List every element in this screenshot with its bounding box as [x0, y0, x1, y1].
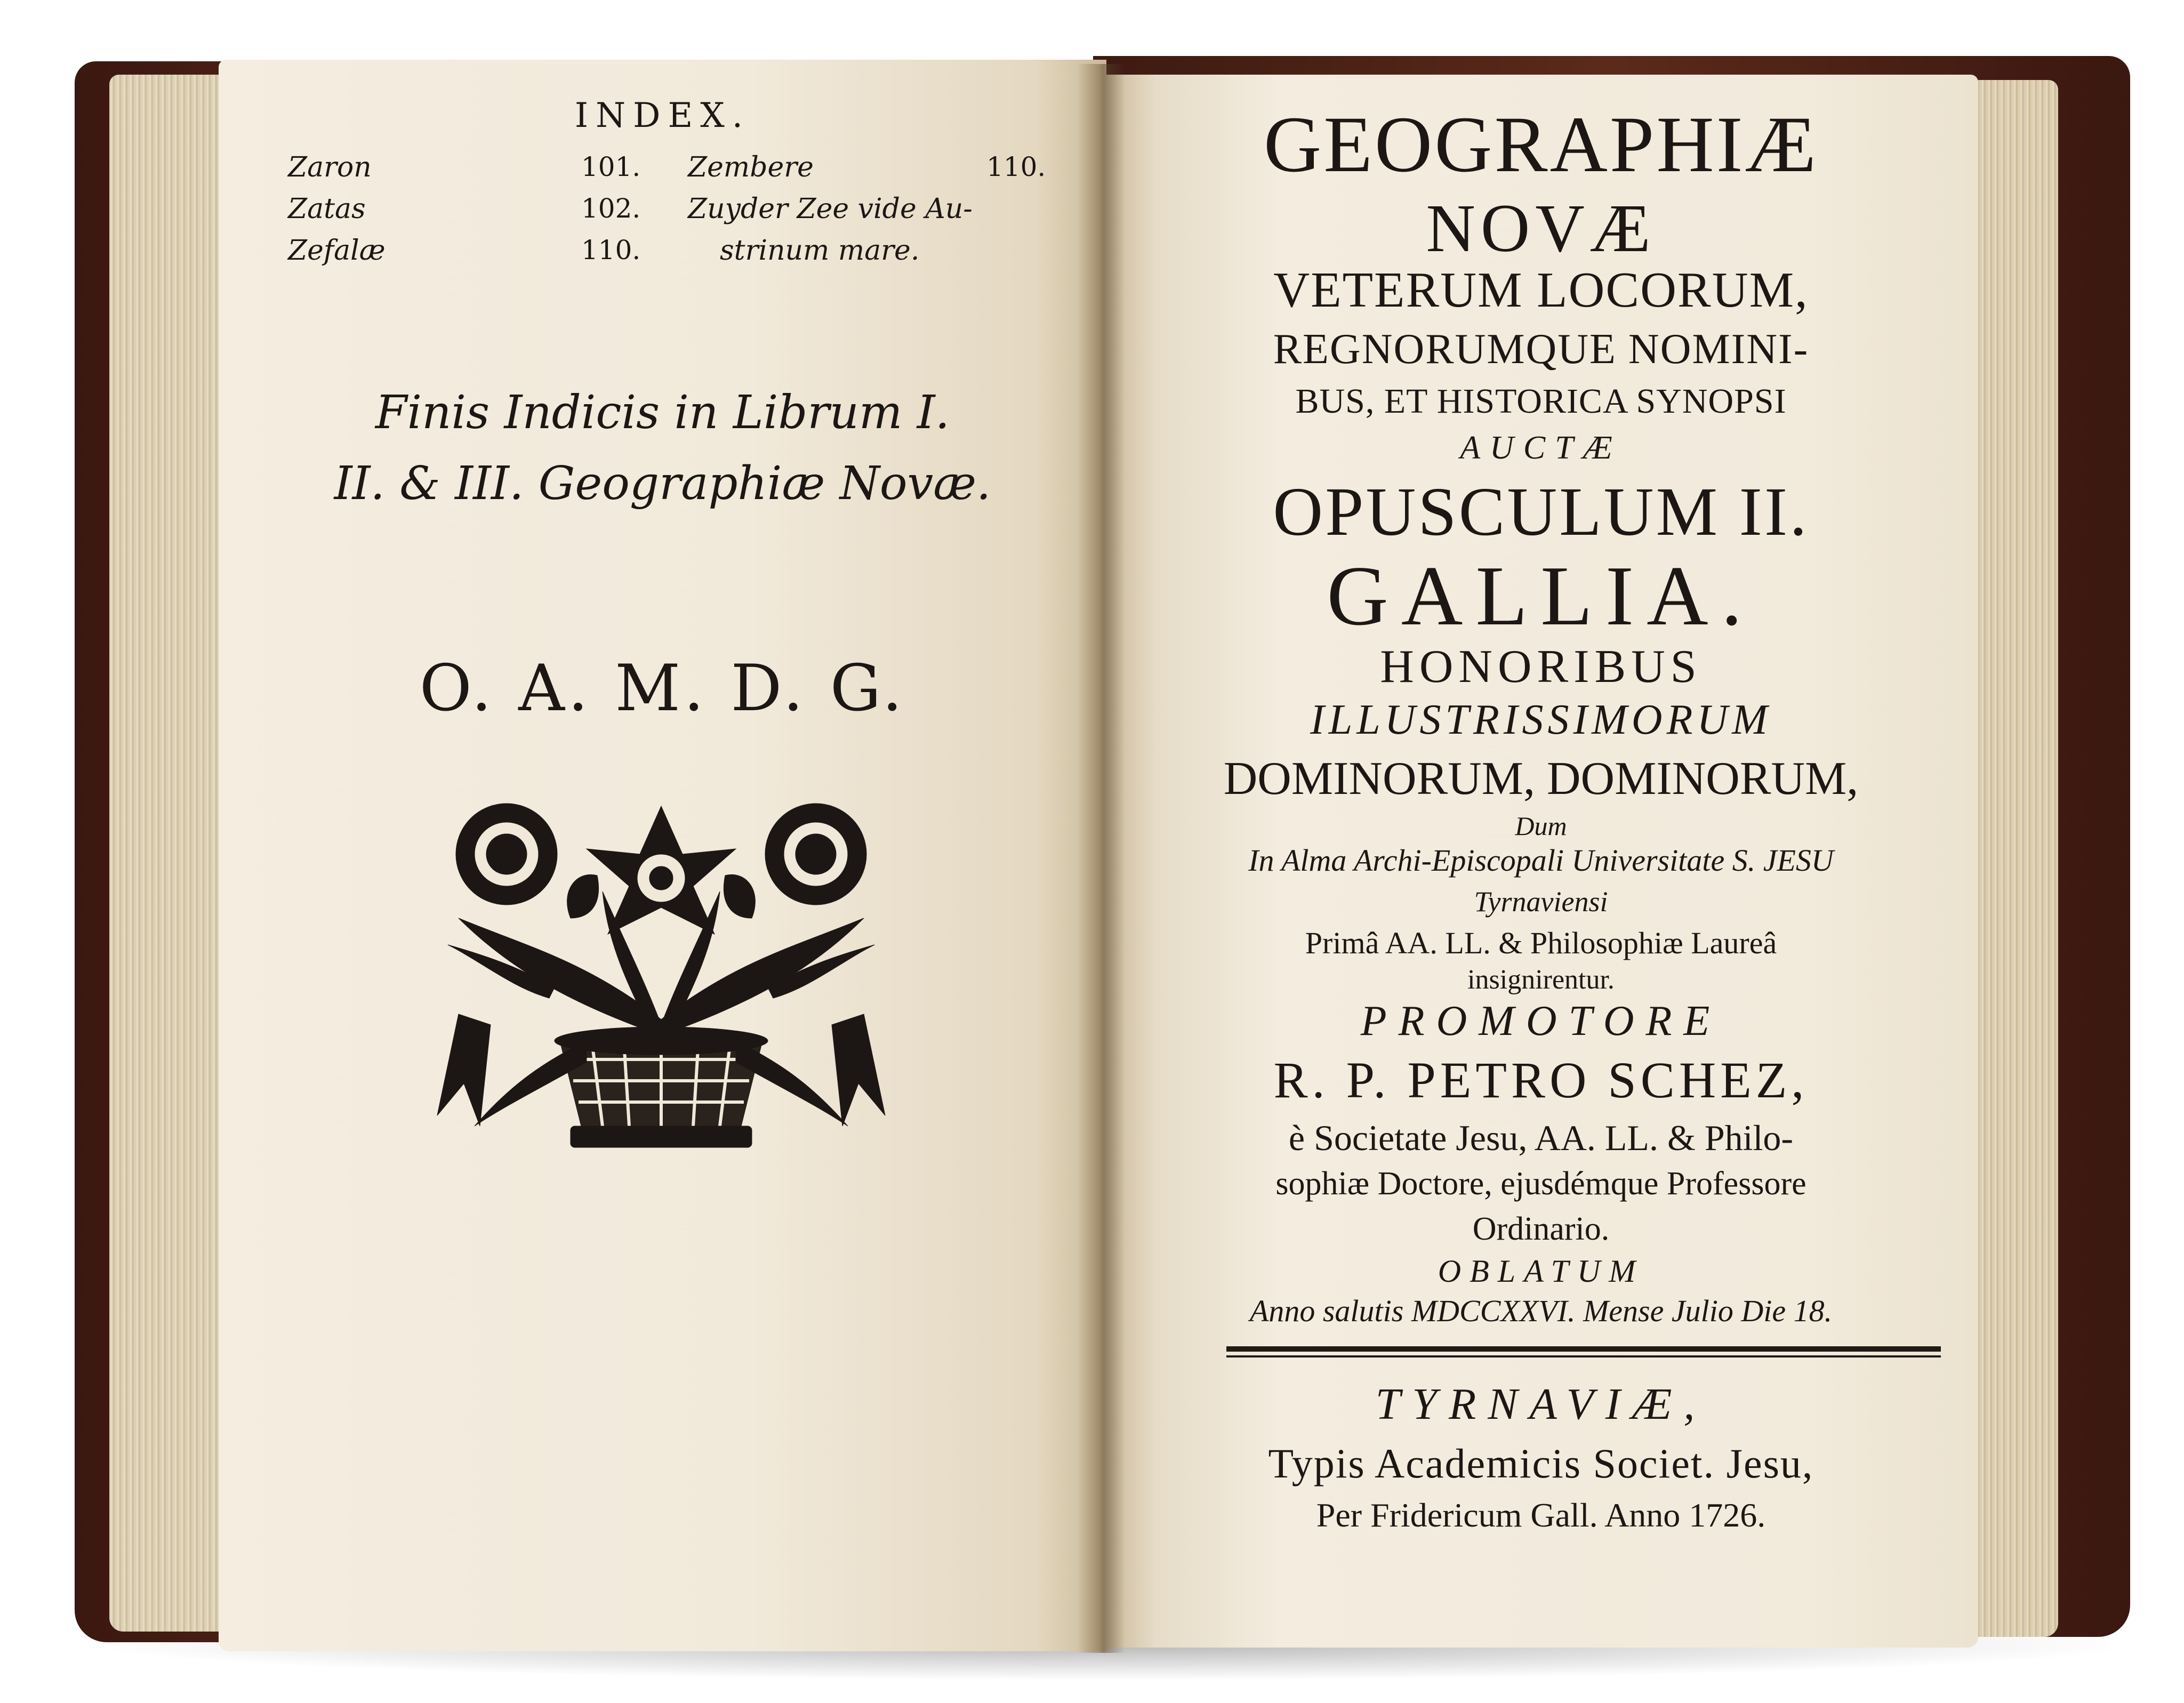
title-line-6: AUCTÆ — [1460, 430, 1622, 466]
index-entry: Zembere — [688, 151, 814, 183]
ordinario-line: Ordinario. — [1472, 1211, 1610, 1247]
societate-line: è Societate Jesu, AA. LL. & Philo- — [1288, 1118, 1794, 1158]
oblatum-line: OBLATUM — [1438, 1254, 1644, 1289]
finis-line-1: Finis Indicis in Librum I. — [375, 386, 950, 439]
imprint-rule-thin — [1226, 1355, 1941, 1357]
index-page: 102. — [581, 193, 641, 224]
illustrissimorum-line: ILLUSTRISSIMORUM — [1310, 696, 1772, 743]
imprint-rule — [1226, 1346, 1941, 1352]
tyrnaviensi-line: Tyrnaviensi — [1474, 886, 1608, 918]
index-page: 110. — [986, 151, 1046, 182]
index-page: 110. — [581, 235, 641, 266]
motto: O. A. M. D. G. — [419, 652, 906, 726]
title-line-2: NOVÆ — [1426, 190, 1656, 266]
honoribus-line: HONORIBUS — [1380, 641, 1702, 693]
index-name: Zefalæ — [288, 235, 386, 267]
insignirentur-line: insignirentur. — [1467, 965, 1615, 995]
page-edges-left — [109, 75, 232, 1632]
dominorum-line: DOMINORUM, DOMINORUM, — [1223, 753, 1859, 805]
title-line-3: VETERUM LOCORUM, — [1273, 262, 1809, 318]
index-name: Zatas — [288, 193, 366, 225]
opusculum-title: OPUSCULUM II. — [1273, 473, 1809, 550]
title-line-1: GEOGRAPHIÆ — [1263, 100, 1819, 189]
right-page — [1104, 75, 1978, 1648]
flower-basket-ornament-icon — [427, 785, 896, 1158]
index-entry: strinum mare. — [720, 235, 920, 267]
index-entry: Zuyder Zee vide Au- — [688, 193, 973, 225]
doctore-line: sophiæ Doctore, ejusdémque Professore — [1275, 1166, 1806, 1202]
book-gutter — [1077, 64, 1125, 1653]
running-head: INDEX. — [574, 96, 751, 135]
index-name: Zaron — [288, 151, 372, 183]
dum-line: Dum — [1515, 811, 1567, 841]
tyrnaviae-line: TYRNAVIÆ, — [1375, 1379, 1707, 1429]
title-line-4: REGNORUMQUE NOMINI- — [1273, 326, 1809, 373]
date-line: Anno salutis MDCCXXVI. Mense Julio Die 18. — [1249, 1294, 1833, 1328]
finis-line-2: II. & III. Geographiæ Novæ. — [334, 457, 991, 510]
printer-line: Typis Academicis Societ. Jesu, — [1268, 1440, 1814, 1487]
left-page — [219, 60, 1106, 1651]
printer-year-line: Per Fridericum Gall. Anno 1726. — [1316, 1496, 1766, 1534]
index-page: 101. — [581, 151, 641, 182]
petro-schez-line: R. P. PETRO SCHEZ, — [1273, 1051, 1809, 1108]
promotore-line: PROMOTORE — [1360, 998, 1722, 1045]
title-line-5: BUS, ET HISTORICA SYNOPSI — [1295, 382, 1787, 421]
gallia-title: GALLIA. — [1327, 548, 1755, 643]
laurea-line: Primâ AA. LL. & Philosophiæ Laureâ — [1305, 926, 1777, 960]
universitate-line: In Alma Archi-Episcopali Universitate S. JESU — [1248, 843, 1834, 878]
